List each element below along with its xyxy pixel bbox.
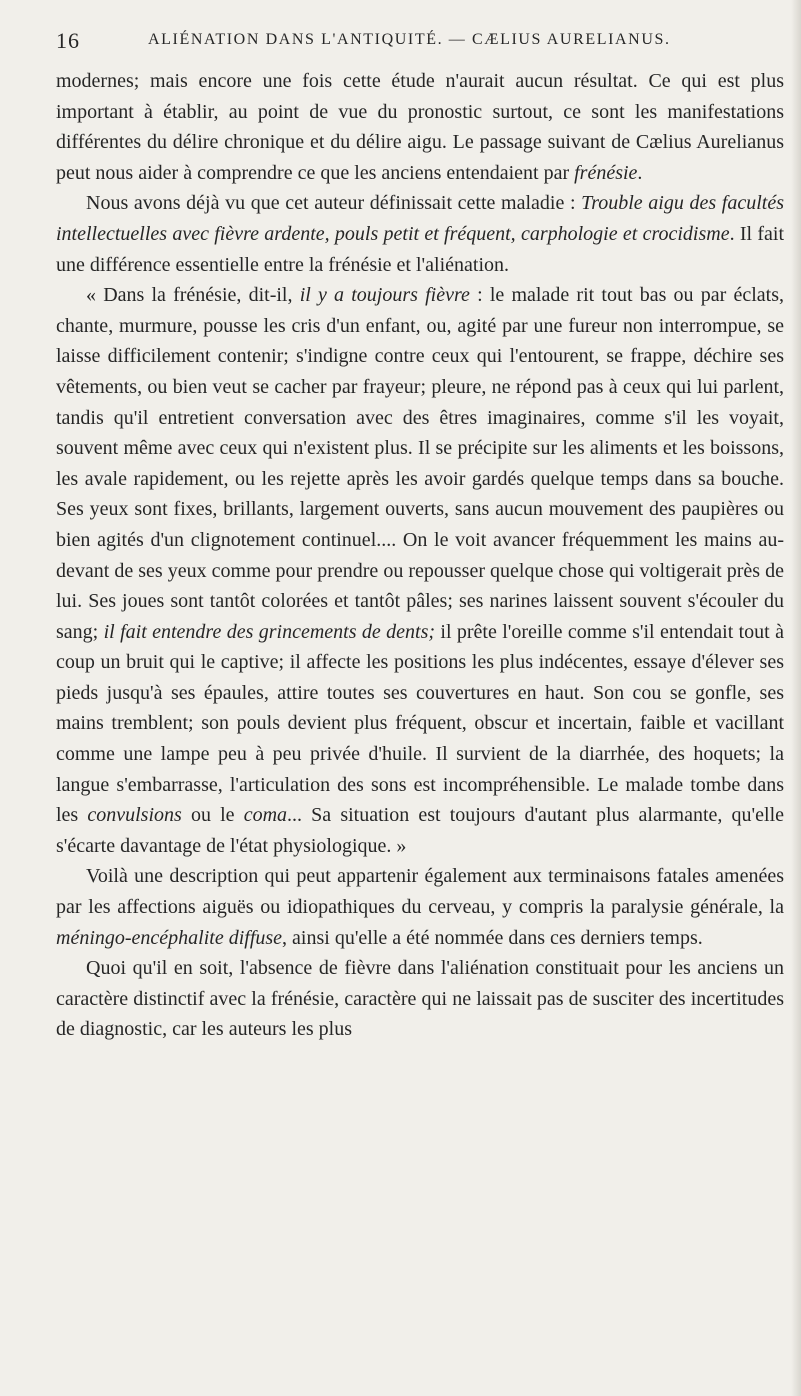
text-run: ... Sa situation est toujours d'autant plus alarmante, qu'elle s'écarte davantage de l'état physiologique. » [56, 804, 785, 857]
body-text [56, 66, 784, 1045]
paragraph [56, 861, 784, 953]
page-header [56, 28, 776, 58]
paragraph [56, 188, 784, 280]
text-run: ou le [181, 804, 244, 827]
paragraph [56, 280, 784, 861]
running-head: ALIÉNATION DANS L'ANTIQUITÉ. — CÆLIUS AURELIANUS. [148, 31, 671, 48]
text-run: . Il fait une différence essentielle entre la frénésie et l'aliénation. [56, 222, 784, 276]
italic-text: convulsions [87, 804, 182, 827]
italic-text: Trouble aigu des facultés intellectuelles avec fièvre ardente, pouls petit et fréquent, carphologie et crocidisme [56, 192, 784, 245]
text-run: il prête l'oreille comme s'il entendait tout à coup un bruit qui le captive; il affecte les positions les plus indécentes, essaye d'élever ses pieds jusqu'à ses épaules, attire toutes ses couvertures en haut. Son cou se gonfle, ses mains tremblent; son pouls devient plus fréquent, obscur et incertain, faible et vacillant comme une lampe peu à peu privée d'huile. Il survient de la diarrhée, des hoquets; la langue s'embarrasse, l'articulation des sons est incompréhensible. Le malade tombe dans les [56, 620, 784, 827]
text-run: , ainsi qu'elle a été nommée dans ces derniers temps. [282, 926, 703, 949]
italic-text: il fait entendre des grincements de dents; [103, 620, 436, 643]
text-run: Quoi qu'il en soit, l'absence de fièvre dans l'aliénation constituait pour les anciens un caractère distinctif avec la frénésie, caractère qui ne laissait pas de susciter des incertitudes de diagnostic, car les auteurs les plus [56, 957, 784, 1041]
page-number: 16 [56, 28, 80, 53]
italic-text: méningo-encéphalite diffuse [56, 926, 283, 949]
italic-text: coma [243, 804, 288, 827]
page-edge-shadow [791, 0, 801, 1396]
text-run: . [637, 161, 643, 184]
italic-text: frénésie [574, 161, 638, 184]
text-run: Nous avons déjà vu que cet auteur définissait cette maladie : [86, 192, 582, 215]
text-run: : le malade rit tout bas ou par éclats, chante, murmure, pousse les cris d'un enfant, ou, agité par une fureur non interrompue, se laisse difficilement contenir; s'indigne contre ceux qui l'entourent, se frappe, déchire ses vêtements, ou bien veut se cacher par frayeur; pleure, ne répond pas à ceux qui lui parlent, tandis qu'il entretient conversation avec des êtres imaginaires, comme s'il les voyait, souvent même avec ceux qui n'existent plus. Il se précipite sur les aliments et les boissons, les avale rapidement, ou les rejette après les avoir gardés quelque temps dans sa bouche. Ses yeux sont fixes, brillants, largement ouverts, sans aucun mouvement des paupières ou bien agités d'un clignotement continuel.... On le voit avancer fréquemment les mains au-devant de ses yeux comme pour prendre ou repousser quelque chose qui voltigerait près de lui. Ses joues sont tantôt colorées et tantôt pâles; ses narines laissent souvent s'écouler du sang; [56, 284, 784, 643]
text-run: Voilà une description qui peut appartenir également aux terminaisons fatales amenées par les affections aiguës ou idiopathiques du cerveau, y compris la paralysie générale, la [56, 865, 784, 919]
paragraph [56, 953, 784, 1045]
text-run: modernes; mais encore une fois cette étude n'aurait aucun résultat. Ce qui est plus important à établir, au point de vue du pronostic surtout, ce sont les manifestations différentes du délire chronique et du délire aigu. Le passage suivant de Cælius Aurelianus peut nous aider à comprendre ce que les anciens entendaient par [56, 70, 784, 184]
italic-text: il y a toujours fièvre [299, 284, 470, 307]
text-run: « Dans la frénésie, dit-il, [86, 284, 300, 307]
paragraph [56, 66, 784, 188]
